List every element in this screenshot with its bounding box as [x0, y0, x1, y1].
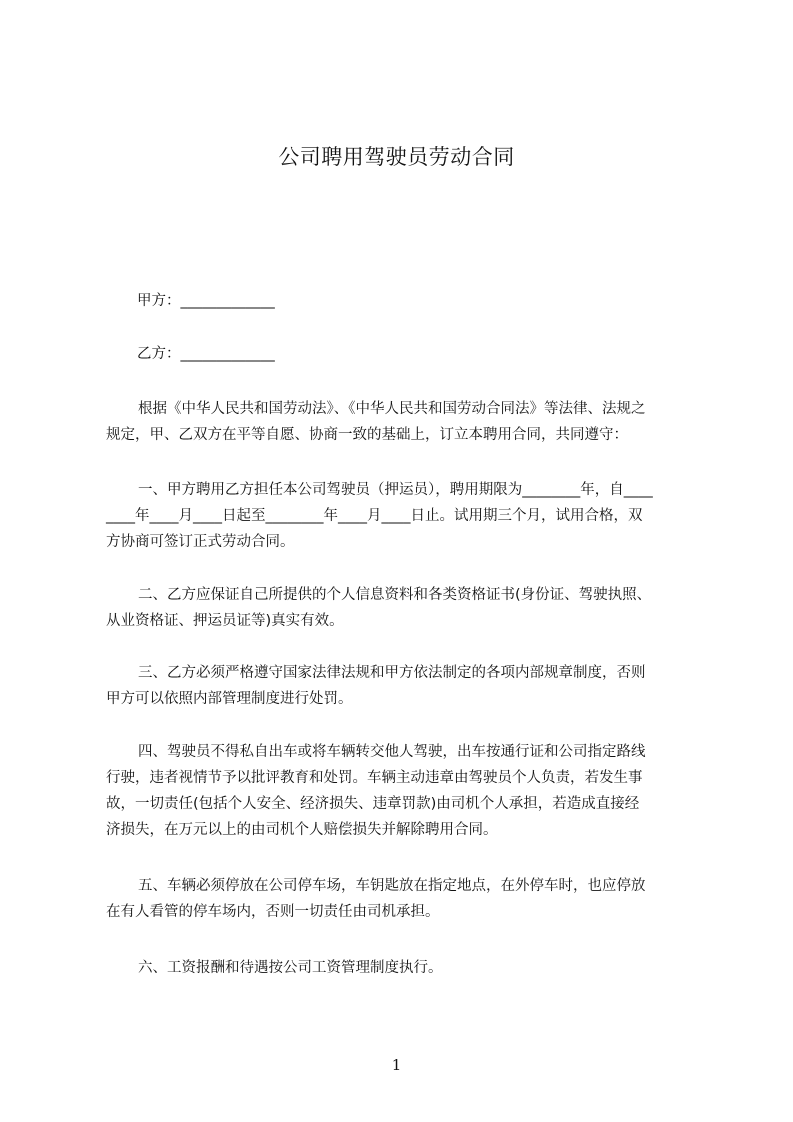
party-a-line: 甲方：_____________ — [137, 293, 275, 309]
clause-1-line-2: ____年____月____日起至________年____月____日止。试用期三个月，试用合格，双 — [106, 508, 643, 524]
clause-2-line-1: 二、乙方应保证自己所提供的个人信息资料和各类资格证书(身份证、驾驶执照、 — [138, 587, 652, 603]
party-b-line: 乙方：_____________ — [137, 346, 275, 362]
clause-2-line-2: 从业资格证、押运员证等)真实有效。 — [106, 613, 344, 629]
clause-4-line-3: 故，一切责任(包括个人安全、经济损失、违章罚款)由司机个人承担，若造成直接经 — [106, 796, 640, 812]
clause-1-paragraph — [106, 477, 700, 555]
document-title: 公司聘用驾驶员劳动合同 — [278, 145, 515, 169]
clause-1-line-3: 方协商可签订正式劳动合同。 — [106, 534, 295, 550]
clause-1-line-1: 一、甲方聘用乙方担任本公司驾驶员（押运员），聘用期限为________年，自____ — [138, 482, 653, 498]
clause-4-line-1: 四、驾驶员不得私自出车或将车辆转交他人驾驶，出车按通行证和公司指定路线 — [138, 744, 646, 760]
clause-5-line-1: 五、车辆必须停放在公司停车场，车钥匙放在指定地点，在外停车时，也应停放 — [138, 878, 646, 894]
page-number: 1 — [391, 1056, 402, 1074]
clause-4-line-2: 行驶，违者视情节予以批评教育和处罚。车辆主动违章由驾驶员个人负责，若发生事 — [106, 770, 643, 786]
clause-4-line-4: 济损失，在万元以上的由司机个人赔偿损失并解除聘用合同。 — [106, 822, 498, 838]
clause-5-line-2: 在有人看管的停车场内，否则一切责任由司机承担。 — [106, 904, 440, 920]
intro-line-2: 规定，甲、乙双方在平等自愿、协商一致的基础上，订立本聘用合同，共同遵守： — [106, 427, 628, 443]
clause-3-line-2: 甲方可以依照内部管理制度进行处罚。 — [106, 691, 353, 707]
clause-3-paragraph — [106, 660, 700, 712]
clause-6-paragraph — [106, 955, 700, 981]
intro-paragraph — [106, 396, 700, 448]
clause-2-paragraph — [106, 582, 700, 634]
clause-5-paragraph — [106, 873, 700, 925]
clause-3-line-1: 三、乙方必须严格遵守国家法律法规和甲方依法制定的各项内部规章制度，否则 — [138, 665, 646, 681]
intro-line-1: 根据《中华人民共和国劳动法》、《中华人民共和国劳动合同法》等法律、法规之 — [138, 401, 646, 417]
clause-4-paragraph — [106, 739, 700, 843]
clause-6-line-1: 六、工资报酬和待遇按公司工资管理制度执行。 — [138, 960, 443, 976]
